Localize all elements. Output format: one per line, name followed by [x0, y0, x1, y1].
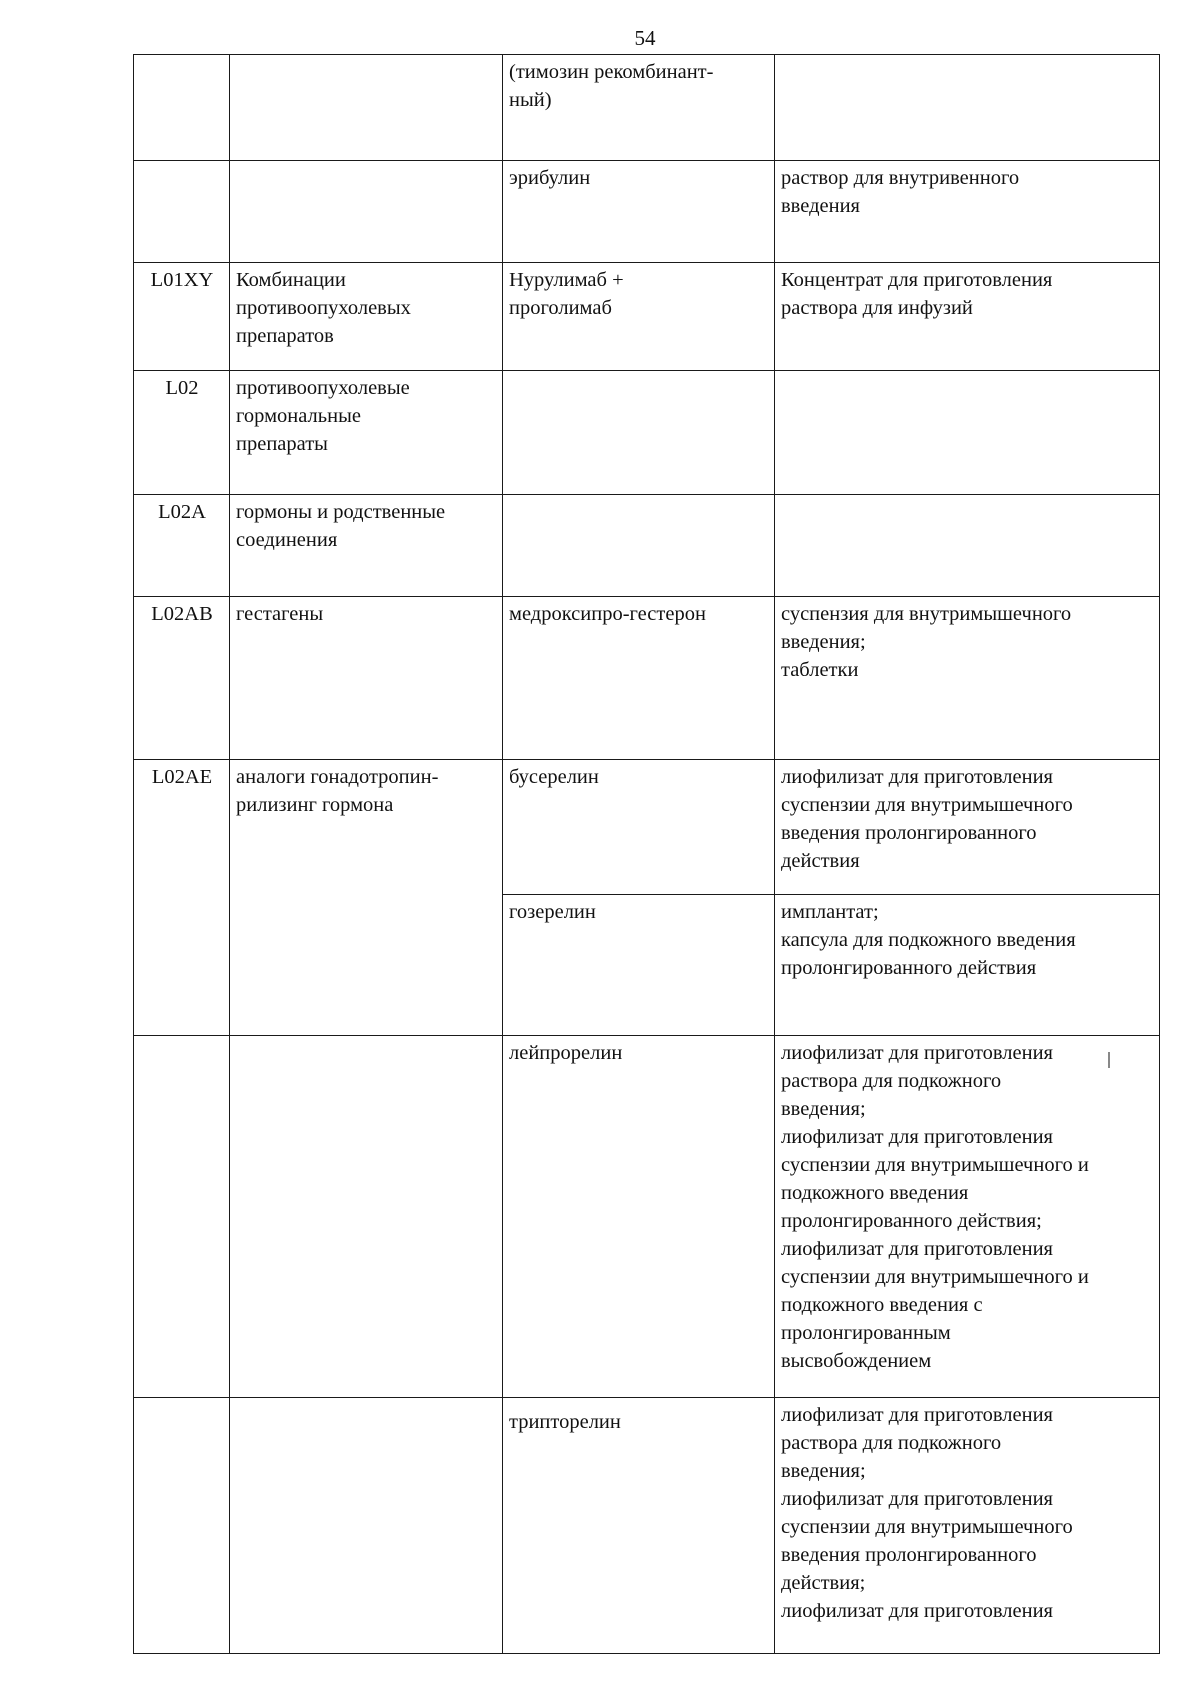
- atc-code-cell: L02AE: [134, 760, 230, 1036]
- drug-cell: медроксипро-гестерон: [503, 597, 775, 760]
- drug-cell: эрибулин: [503, 161, 775, 263]
- group-cell: [230, 1398, 503, 1654]
- drug-cell: (тимозин рекомбинант- ный): [503, 55, 775, 161]
- dosage-form-cell: лиофилизат для приготовления раствора для подкожного введения; лиофилизат для приготовления суспензии для внутримышечного и подкожного введения пролонгированного действия; лиофилизат для приготовления суспензии для внутримышечного и подкожного введения с пролонгированным высвобождением: [775, 1036, 1160, 1398]
- table-row: [134, 161, 1160, 263]
- drug-cell: гозерелин: [503, 895, 775, 1036]
- atc-code-cell: [134, 55, 230, 161]
- dosage-form-cell: имплантат; капсула для подкожного введения пролонгированного действия: [775, 895, 1160, 1036]
- group-cell: гестагены: [230, 597, 503, 760]
- group-cell: Комбинации противоопухолевых препаратов: [230, 263, 503, 371]
- table-row: [134, 55, 1160, 161]
- atc-code-cell: [134, 1398, 230, 1654]
- drug-cell: лейпрорелин: [503, 1036, 775, 1398]
- atc-code-cell: [134, 1036, 230, 1398]
- scan-mark: [1108, 1052, 1110, 1068]
- drug-cell: трипторелин: [503, 1398, 775, 1654]
- table-row: [134, 597, 1160, 760]
- atc-code-cell: L02: [134, 371, 230, 495]
- dosage-form-cell: лиофилизат для приготовления суспензии для внутримышечного введения пролонгированного действия: [775, 760, 1160, 895]
- group-cell: гормоны и родственные соединения: [230, 495, 503, 597]
- page-number: 54: [634, 26, 656, 50]
- dosage-form-cell: суспензия для внутримышечного введения; таблетки: [775, 597, 1160, 760]
- group-cell: [230, 161, 503, 263]
- group-cell: аналоги гонадотропин- рилизинг гормона: [230, 760, 503, 1036]
- drug-cell: [503, 495, 775, 597]
- atc-code-cell: L02A: [134, 495, 230, 597]
- table-row: [134, 371, 1160, 495]
- dosage-form-cell: [775, 55, 1160, 161]
- table-row: [134, 760, 1160, 895]
- group-cell: [230, 55, 503, 161]
- table-row: [134, 1398, 1160, 1654]
- dosage-form-cell: [775, 371, 1160, 495]
- drug-cell: бусерелин: [503, 760, 775, 895]
- atc-code-cell: L02AB: [134, 597, 230, 760]
- drug-table: [133, 54, 1160, 1654]
- dosage-form-cell: [775, 495, 1160, 597]
- drug-cell: Нурулимаб + проголимаб: [503, 263, 775, 371]
- group-cell: противоопухолевые гормональные препараты: [230, 371, 503, 495]
- table-row: [134, 1036, 1160, 1398]
- atc-code-cell: [134, 161, 230, 263]
- table-row: [134, 263, 1160, 371]
- drug-cell: [503, 371, 775, 495]
- dosage-form-cell: раствор для внутривенного введения: [775, 161, 1160, 263]
- atc-code-cell: L01XY: [134, 263, 230, 371]
- group-cell: [230, 1036, 503, 1398]
- table-row: [134, 495, 1160, 597]
- dosage-form-cell: лиофилизат для приготовления раствора для подкожного введения; лиофилизат для приготовления суспензии для внутримышечного введения пролонгированного действия; лиофилизат для приготовления: [775, 1398, 1160, 1654]
- dosage-form-cell: Концентрат для приготовления раствора для инфузий: [775, 263, 1160, 371]
